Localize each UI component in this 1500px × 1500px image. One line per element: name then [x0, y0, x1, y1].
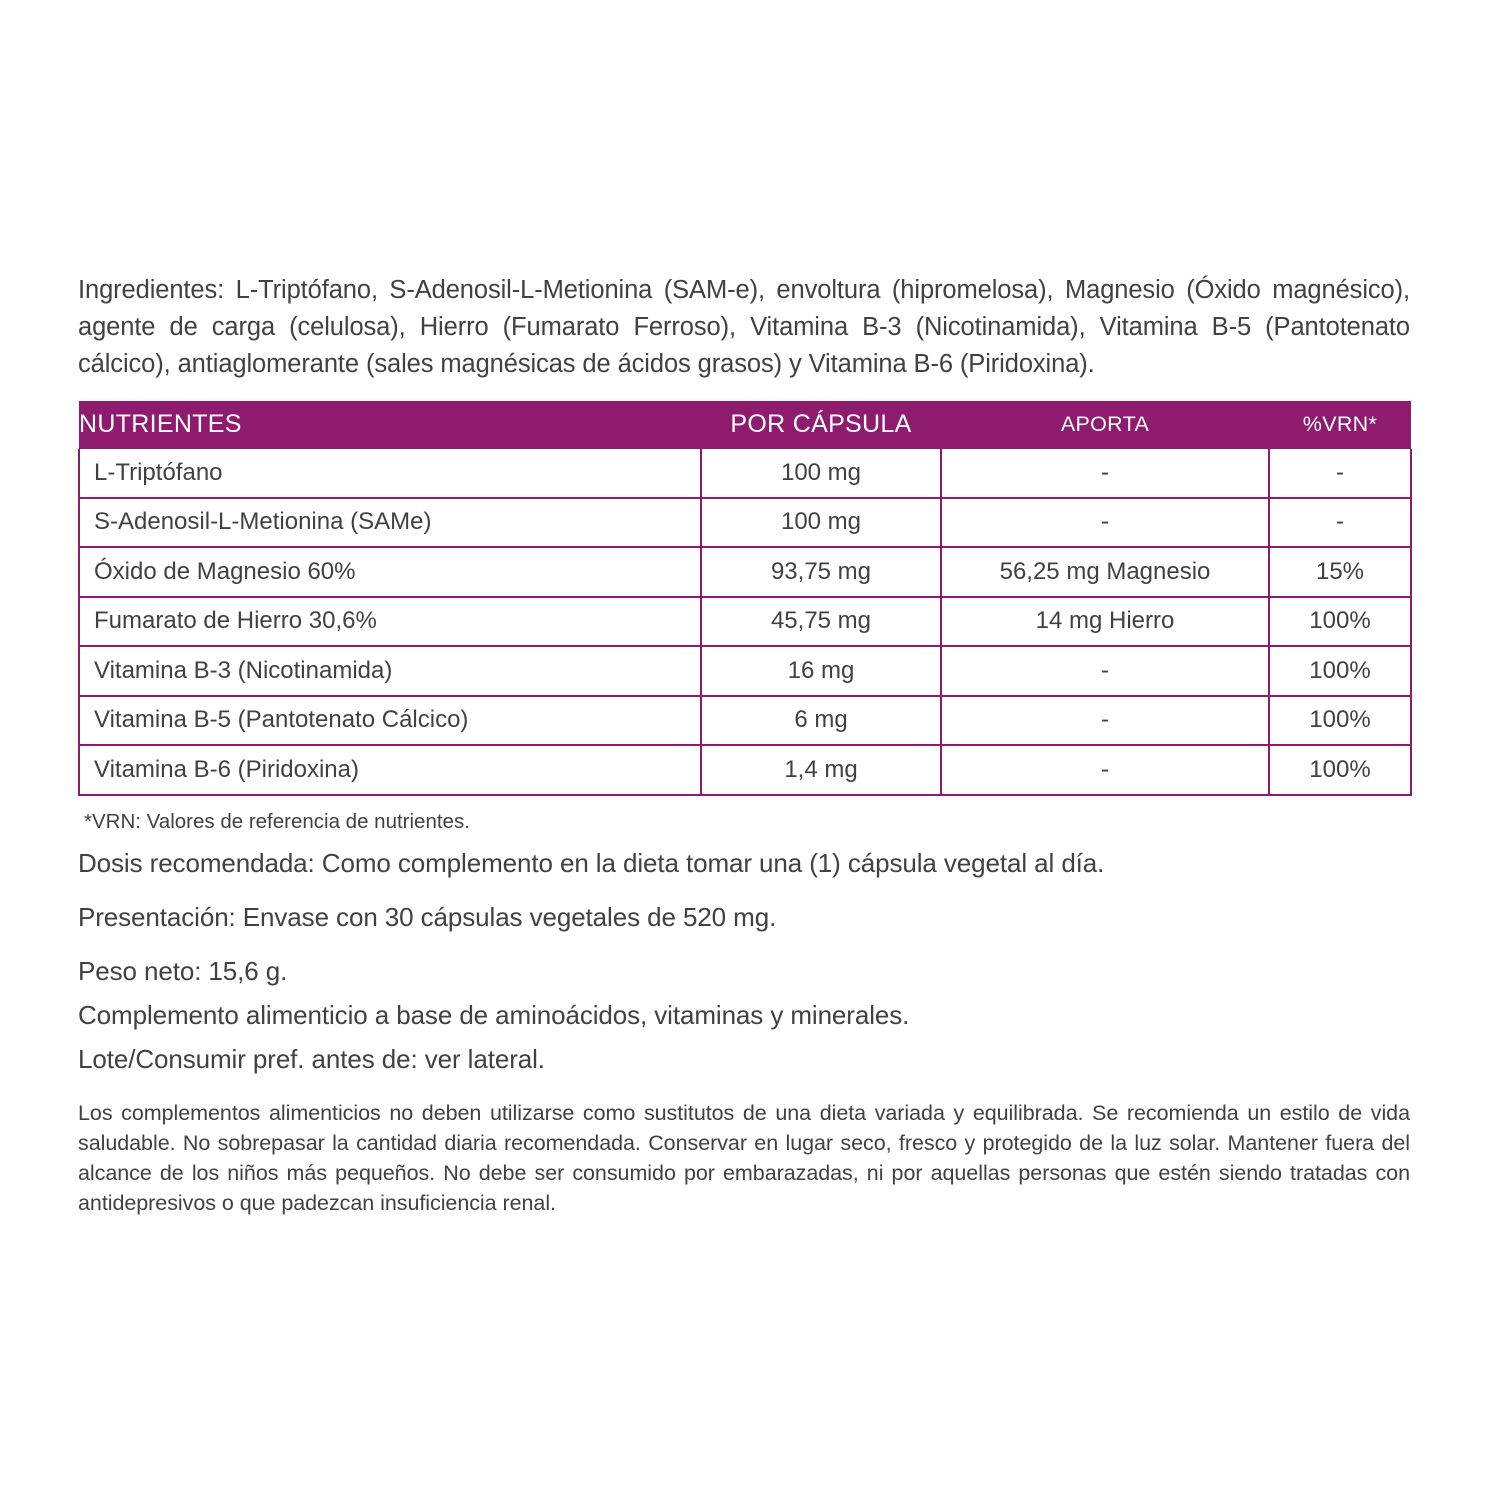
- cell-por-capsula: 100 mg: [701, 449, 941, 498]
- cell-nutriente: Vitamina B-5 (Pantotenato Cálcico): [79, 696, 701, 746]
- column-header-nutrientes: NUTRIENTES: [79, 401, 701, 449]
- cell-nutriente: Vitamina B-3 (Nicotinamida): [79, 646, 701, 696]
- table-row: [79, 449, 1411, 498]
- cell-por-capsula: 16 mg: [701, 646, 941, 696]
- nutrition-table-body: [79, 449, 1411, 795]
- cell-vrn: 100%: [1269, 745, 1411, 795]
- cell-aporta: -: [941, 646, 1269, 696]
- cell-nutriente: S-Adenosil-L-Metionina (SAMe): [79, 498, 701, 548]
- cell-vrn: -: [1269, 498, 1411, 548]
- cell-vrn: 100%: [1269, 597, 1411, 647]
- column-header-vrn: %VRN*: [1269, 401, 1411, 449]
- table-row: [79, 547, 1411, 597]
- table-row: [79, 597, 1411, 647]
- column-header-aporta: APORTA: [941, 401, 1269, 449]
- cell-aporta: -: [941, 696, 1269, 746]
- cell-vrn: -: [1269, 449, 1411, 498]
- disclaimer-paragraph: Los complementos alimenticios no deben utilizarse como sustitutos de una dieta variada y equilibrada. Se recomienda un estilo de vida saludable. No sobrepasar la cantidad diaria recomendada. Conservar en lugar seco, fresco y protegido de la luz solar. Mantener fuera del alcance de los niños más pequeños. No debe ser consumido por embarazadas, ni por aquellas personas que estén siendo tratadas con antidepresivos o que padezcan insuficiencia renal.: [78, 1100, 1410, 1215]
- dosis-recomendada-line: Dosis recomendada: Como complemento en la dieta tomar una (1) cápsula vegetal al día.: [78, 847, 1105, 878]
- column-header-por-capsula: POR CÁPSULA: [701, 401, 941, 449]
- cell-nutriente: Fumarato de Hierro 30,6%: [79, 597, 701, 647]
- cell-aporta: -: [941, 449, 1269, 498]
- table-row: [79, 498, 1411, 548]
- complemento-line: Complemento alimenticio a base de aminoácidos, vitaminas y minerales.: [78, 999, 910, 1030]
- table-header-row: [79, 401, 1411, 449]
- cell-vrn: 100%: [1269, 696, 1411, 746]
- cell-vrn: 15%: [1269, 547, 1411, 597]
- cell-nutriente: Vitamina B-6 (Piridoxina): [79, 745, 701, 795]
- table-row: [79, 745, 1411, 795]
- cell-nutriente: Óxido de Magnesio 60%: [79, 547, 701, 597]
- cell-por-capsula: 100 mg: [701, 498, 941, 548]
- peso-neto-line: Peso neto: 15,6 g.: [78, 955, 288, 986]
- vrn-footnote: *VRN: Valores de referencia de nutrientes.: [84, 809, 470, 833]
- nutrition-table-header: [79, 401, 1411, 449]
- cell-aporta: -: [941, 498, 1269, 548]
- cell-aporta: -: [941, 745, 1269, 795]
- supplement-facts-label: [78, 272, 1410, 1218]
- lote-line: Lote/Consumir pref. antes de: ver lateral.: [78, 1043, 545, 1074]
- cell-vrn: 100%: [1269, 646, 1411, 696]
- table-row: [79, 696, 1411, 746]
- cell-por-capsula: 45,75 mg: [701, 597, 941, 647]
- cell-por-capsula: 6 mg: [701, 696, 941, 746]
- cell-por-capsula: 93,75 mg: [701, 547, 941, 597]
- ingredients-paragraph: Ingredientes: L-Triptófano, S-Adenosil-L-Metionina (SAM-e), envoltura (hipromelosa), Magnesio (Óxido magnésico), agente de carga (celulosa), Hierro (Fumarato Ferroso), Vitamina B-3 (Nicotinamida), Vitamina B-5 (Pantotenato cálcico), antiaglomerante (sales magnésicas de ácidos grasos) y Vitamina B-6 (Piridoxina).: [78, 276, 1410, 378]
- presentacion-line: Presentación: Envase con 30 cápsulas vegetales de 520 mg.: [78, 901, 777, 932]
- table-row: [79, 646, 1411, 696]
- cell-nutriente: L-Triptófano: [79, 449, 701, 498]
- cell-por-capsula: 1,4 mg: [701, 745, 941, 795]
- cell-aporta: 56,25 mg Magnesio: [941, 547, 1269, 597]
- cell-aporta: 14 mg Hierro: [941, 597, 1269, 647]
- nutrition-table: [78, 401, 1412, 796]
